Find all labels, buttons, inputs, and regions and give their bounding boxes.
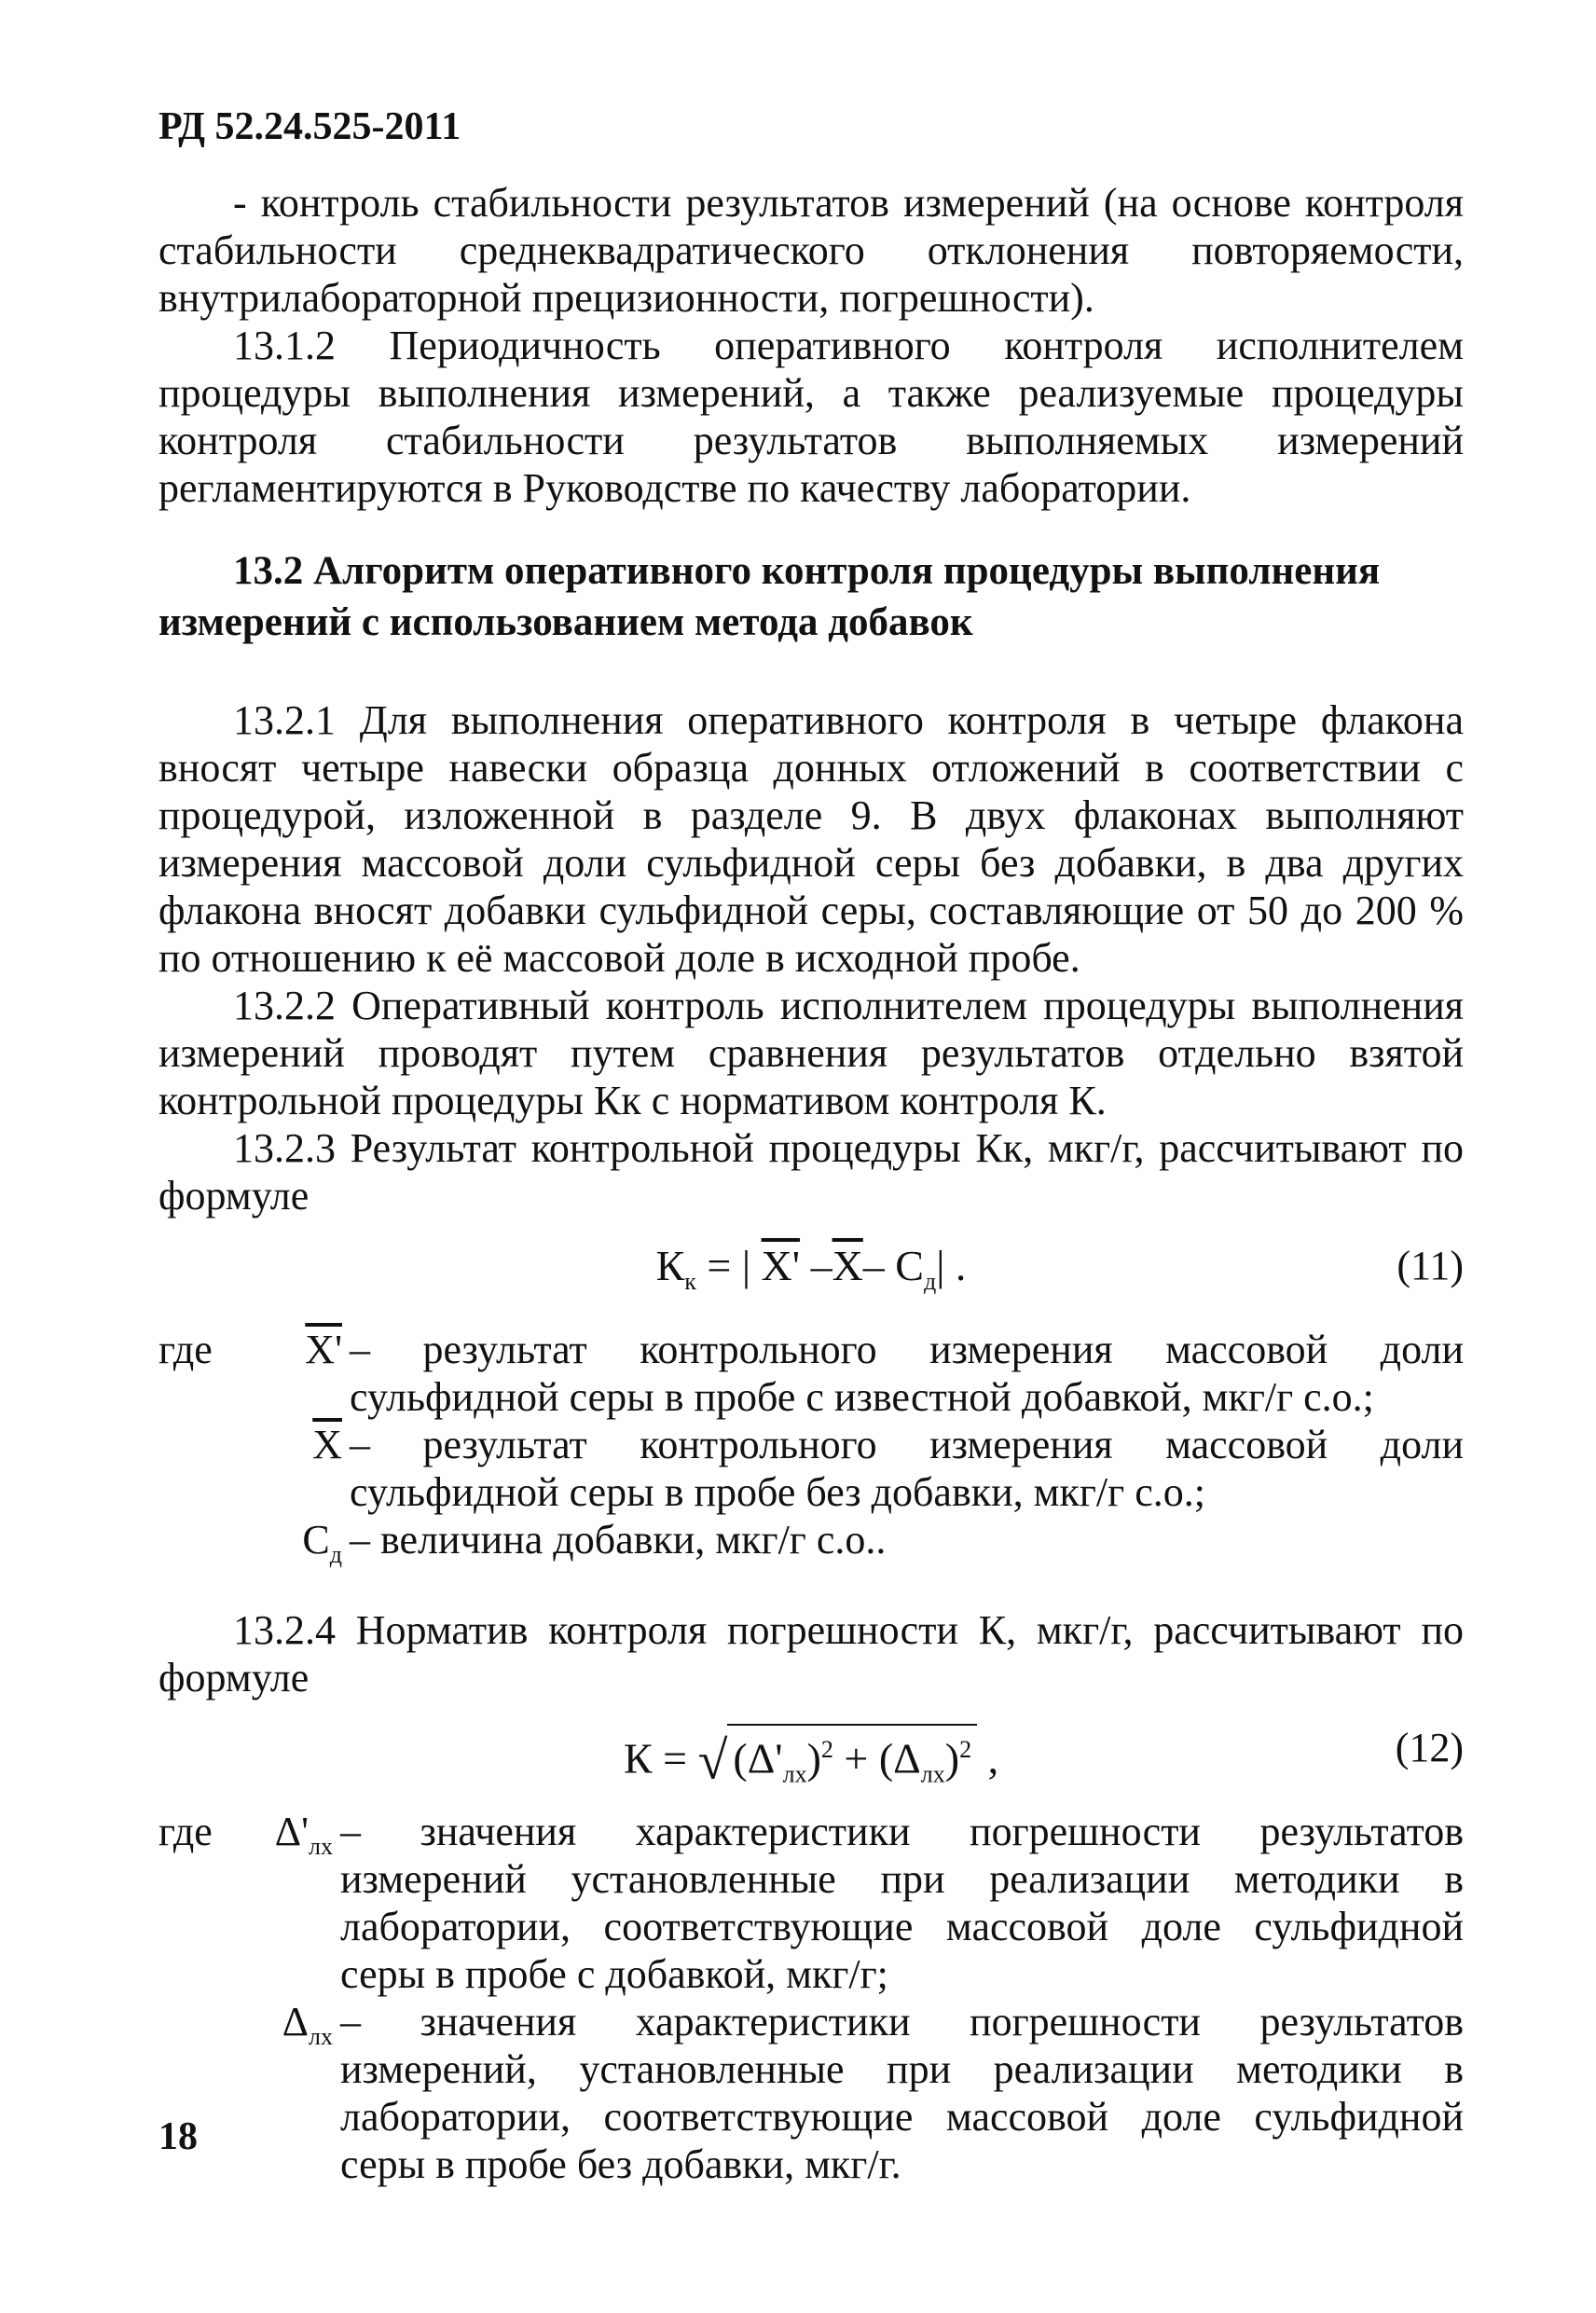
symbol-delta-prime: $\Delta'_{лх}$: [274, 1808, 333, 1860]
symbol-delta: $\Delta_{лх}$: [282, 1998, 333, 2050]
sqrt-icon: √: [697, 1729, 728, 1791]
document-code: РД 52.24.525-2011: [158, 105, 461, 148]
desc-delta: – значения характеристики погрешности результатов измерений, установленные при реализации методики в лаборатории, соответствующие массовой доле сульфидной серы в пробе без добавки, мкг/г.: [340, 1998, 1464, 2187]
paragraph-13-2-3: 13.2.3 Результат контрольной процедуры Кк, мкг/г, рассчитывают по формуле: [158, 1125, 1464, 1218]
paragraph-13-2-4: 13.2.4 Норматив контроля погрешности К, мкг/г, рассчитывают по формуле: [158, 1606, 1464, 1700]
symbol-x-prime: X': [305, 1327, 342, 1372]
where-block-12: [158, 1808, 1464, 2188]
desc-delta-prime: – значения характеристики погрешности результатов измерений установленные при реализации методики в лаборатории, соответствующие массовой доле сульфидной серы в пробе с добавкой, мкг/г;: [340, 1808, 1464, 1997]
sqrt-body: $(\Delta'_{лх})^2 + (\Delta_{лх})^2$: [727, 1724, 977, 1798]
paragraph-13-2-1: 13.2.1 Для выполнения оперативного контроля в четыре флакона вносят четыре навески образца донных отложений в соответствии с процедурой, изложенной в разделе 9. В двух флаконах выполняют измерения массовой доли сульфидной серы без добавки, в два других флакона вносят добавки сульфидной серы, составляющие от 50 до 200 % по отношению к её массовой доле в исходной пробе.: [158, 697, 1464, 981]
formula-12: [158, 1724, 1464, 1791]
desc-c-d: – величина добавки, мкг/г с.о..: [350, 1517, 887, 1563]
section-heading-13-2: [158, 545, 1464, 648]
where-word: где: [158, 1808, 213, 1854]
heading-line-2: измерений с использованием метода добавок: [158, 600, 973, 644]
formula-11-number: (11): [1396, 1243, 1464, 1288]
paragraph-13-2-2: 13.2.2 Оперативный контроль исполнителем процедуры выполнения измерений проводят путем сравнения результатов отдельно взятой контрольной процедуры Кк с нормативом контроля К.: [158, 983, 1464, 1123]
page-body: [158, 179, 1464, 2188]
paragraph-13-1-2: 13.1.2 Периодичность оперативного контроля исполнителем процедуры выполнения измерений, а также реализуемые процедуры контроля стабильности результатов выполняемых измерений регламентируются в Руководстве по качеству лаборатории.: [158, 323, 1464, 511]
desc-x-prime: – результат контрольного измерения массовой доли сульфидной серы в пробе с известной добавкой, мкг/г с.о.;: [350, 1327, 1464, 1420]
where-block-11: [158, 1326, 1464, 1578]
desc-x: – результат контрольного измерения массовой доли сульфидной серы в пробе без добавки, мкг/г с.о.;: [350, 1422, 1464, 1515]
formula-11-expression: $К_к$ = | X' $-\overline{X}-$ $С_д|$ .: [655, 1242, 967, 1296]
formula-11: [158, 1242, 1464, 1303]
symbol-c-d: $С_д$: [302, 1517, 342, 1568]
where-word: где: [158, 1327, 213, 1372]
page-number: 18: [158, 2115, 198, 2158]
paragraph-stability-control: - контроль стабильности результатов измерений (на основе контроля стабильности среднеквадратического отклонения повторяемости, внутрилабораторной прецизионности, погрешности).: [158, 180, 1464, 321]
symbol-x: $\overline{X}$: [312, 1422, 342, 1467]
formula-12-expression: К = √ $(\Delta'_{лх})^2 + (\Delta_{лх})^2$ ,: [158, 1724, 1464, 1798]
formula-12-number: (12): [1395, 1724, 1464, 1770]
heading-line-1: 13.2 Алгоритм оперативного контроля процедуры выполнения: [233, 549, 1381, 593]
